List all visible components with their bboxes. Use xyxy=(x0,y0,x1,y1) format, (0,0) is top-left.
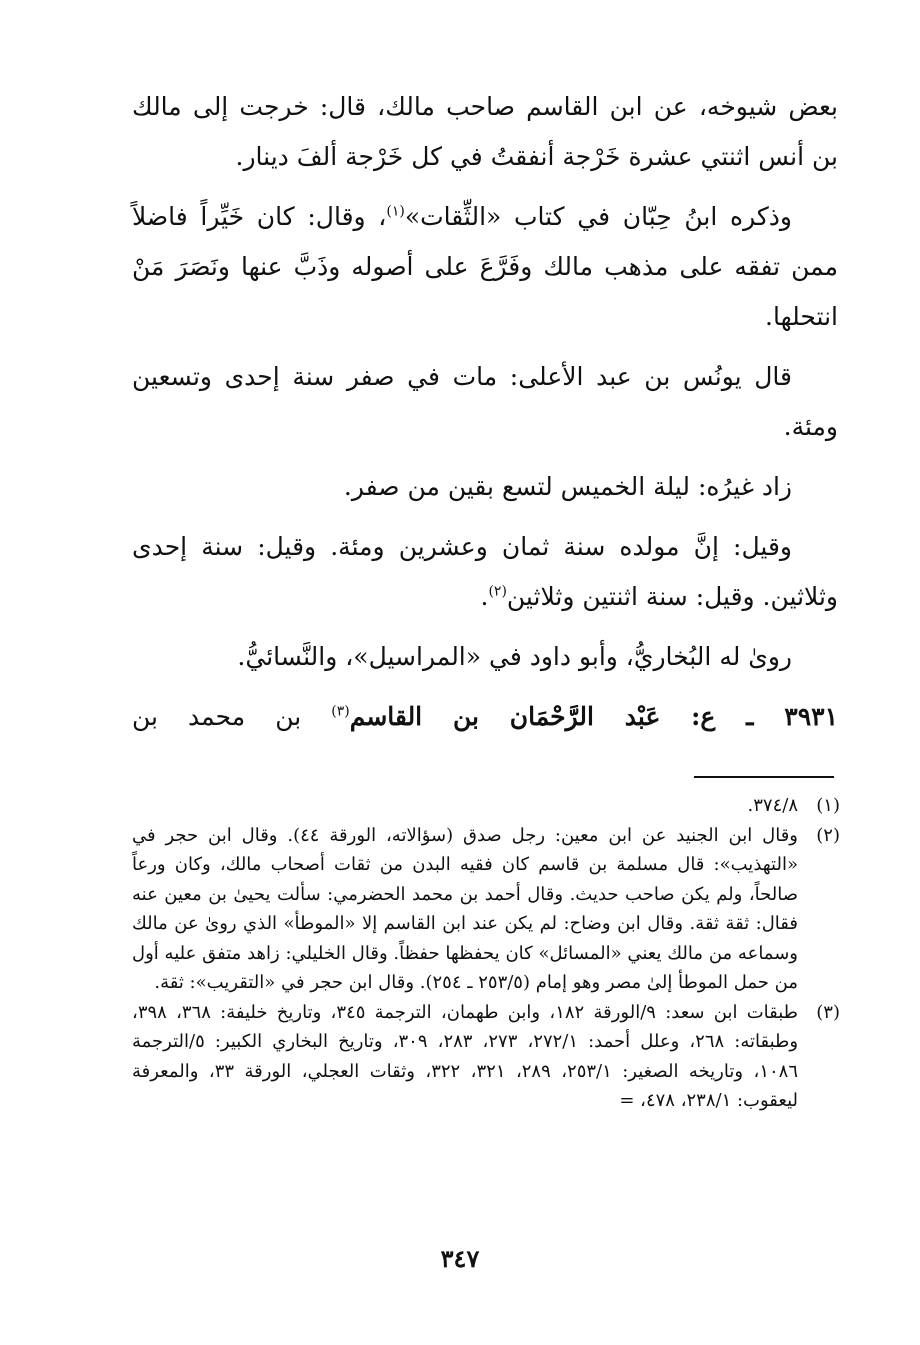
paragraph-6 xyxy=(132,632,838,682)
paragraph-6-text: روىٰ له البُخاريُّ، وأبو داود في «المراسيل»، والنَّسائيُّ. xyxy=(237,642,792,671)
footnote-ref-3: (٣) xyxy=(331,703,350,720)
paragraph-2 xyxy=(132,192,838,342)
main-text xyxy=(132,82,838,742)
paragraph-3-text: قال يونُس بن عبد الأعلى: مات في صفر سنة إحدى وتسعين ومئة. xyxy=(132,362,838,441)
paragraph-2-text-a: وذكره ابنُ حِبّان في كتاب «الثِّقات» xyxy=(404,202,792,231)
footnotes xyxy=(132,791,840,1116)
footnote-2 xyxy=(132,821,840,998)
entry-heading xyxy=(132,692,838,742)
footnote-text: ٣٧٤/٨. xyxy=(747,795,798,816)
footnote-text: وقال ابن الجنيد عن ابن معين: رجل صدق (سؤالاته، الورقة ٤٤). وقال ابن حجر في «التهذيب»: قال مسلمة بن قاسم كان فقيه البدن من ثقات أصحاب مالك، وكان ورعاً صالحاً، ولم يكن صاحب حديث. وقال أحمد بن محمد الحضرمي: سألت يحيىٰ بن معين عنه فقال: ثقة ثقة. وقال ابن وضاح: لم يكن عند ابن القاسم إلا «الموطأ» الذي روىٰ عن مالك وسماعه من مالك يعني «المسائل» كان يحفظها حفظاً. وقال الخليلي: زاهد متفق عليه أول من حمل الموطأ إلىٰ مصر وهو إمام (٢٥٣/٥ ـ ٢٥٤). وقال ابن حجر في «التقريب»: ثقة. xyxy=(132,824,798,993)
paragraph-5 xyxy=(132,522,838,622)
footnote-ref-2: (٢) xyxy=(488,583,507,600)
entry-heading-text-b: بن محمد بن xyxy=(132,702,332,731)
paragraph-2-text-b: ، وقال: كان خَيِّراً فاضلاً ممن تفقه على مذهب مالك وفَرَّعَ على أصوله وذَبَّ عنها ونَصَرَ مَنْ انتحلها. xyxy=(132,202,838,331)
paragraph-1 xyxy=(132,82,838,182)
paragraph-4-text: زاد غيرُه: ليلة الخميس لتسع بقين من صفر. xyxy=(343,472,792,501)
footnote-number: (٣) xyxy=(816,1001,840,1023)
footnote-number: (١) xyxy=(816,795,840,816)
footnote-ref-1: (١) xyxy=(386,203,405,220)
entry-heading-text-a: ٣٩٣١ ـ ع: عَبْد الرَّحْمَان بن القاسم xyxy=(349,702,838,731)
page-number: ٣٤٧ xyxy=(440,1244,480,1273)
footnote-3 xyxy=(132,998,840,1116)
paragraph-3 xyxy=(132,352,838,452)
paragraph-5-text-a: وقيل: إنَّ مولده سنة ثمان وعشرين ومئة. وقيل: سنة إحدى وثلاثين. وقيل: سنة اثنتين وثلاثين xyxy=(132,532,838,611)
footnote-1 xyxy=(132,791,840,821)
paragraph-5-text-b: . xyxy=(480,582,489,611)
footnote-divider xyxy=(694,776,834,778)
footnote-number: (٢) xyxy=(816,824,840,846)
paragraph-1-text: بعض شيوخه، عن ابن القاسم صاحب مالك، قال: خرجت إلى مالك بن أنس اثنتي عشرة خَرْجة أنفقتُ في كل خَرْجة ألفَ دينار. xyxy=(132,92,838,171)
footnote-text: طبقات ابن سعد: ٩/الورقة ١٨٢، وابن طهمان، الترجمة ٣٤٥، وتاريخ خليفة: ٣٦٨، ٣٩٨، وطبقاته: ٢٦٨، وعلل أحمد: ٢٧٢/١، ٢٧٣، ٢٨٣، ٣٠٩، وتاريخ البخاري الكبير: ٥/الترجمة ١٠٨٦، وتاريخه الصغير: ٢٥٣/١، ٢٨٩، ٣٢١، ٣٢٢، وثقات العجلي، الورقة ٣٣، والمعرفة ليعقوب: ٢٣٨/١، ٤٧٨، = xyxy=(132,1001,799,1111)
paragraph-4 xyxy=(132,462,838,512)
